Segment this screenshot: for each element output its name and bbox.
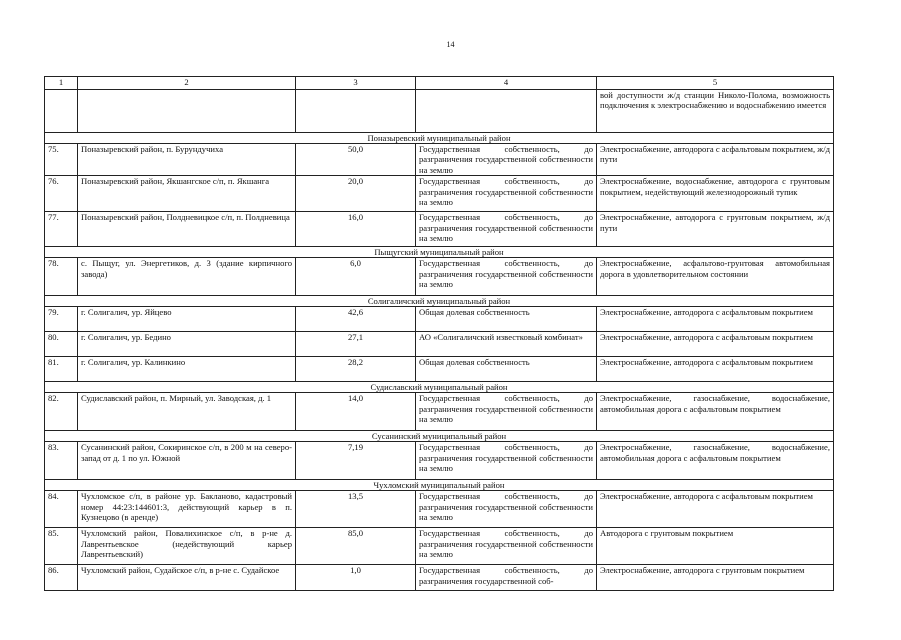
infrastructure-cell: Электроснабжение, автодорога с грунтовым покрытием, ж/д пути: [597, 212, 834, 247]
ownership-cell: Общая долевая собственность: [416, 357, 597, 382]
empty-cell: [45, 90, 78, 133]
area-cell: 27,1: [296, 332, 416, 357]
district-header-row: [45, 296, 834, 307]
area-cell: 16,0: [296, 212, 416, 247]
district-header-row: [45, 480, 834, 491]
district-header-row: [45, 247, 834, 258]
area-cell: 7,19: [296, 442, 416, 480]
table-row: [45, 144, 834, 176]
location-cell: Чухломское с/п, в районе ур. Бакланово, кадастровый номер 44:23:144601:3, действующий карьер в п. Кузнецово (в аренде): [78, 491, 296, 528]
table-row: [45, 565, 834, 591]
location-cell: Поназыревский район, п. Бурундучиха: [78, 144, 296, 176]
location-cell: Судиславский район, п. Мирный, ул. Заводская, д. 1: [78, 393, 296, 431]
area-cell: 13,5: [296, 491, 416, 528]
infrastructure-cell: Электроснабжение, асфальтово-грунтовая автомобильная дорога в удовлетворительном состоянии: [597, 258, 834, 296]
row-number: 83.: [45, 442, 78, 480]
table-row: [45, 258, 834, 296]
row-number: 82.: [45, 393, 78, 431]
infrastructure-cell: Электроснабжение, автодорога с асфальтовым покрытием: [597, 491, 834, 528]
district-header-row: [45, 382, 834, 393]
ownership-cell: Государственная собственность, до разграничения государственной собственности на землю: [416, 144, 597, 176]
table-row: [45, 212, 834, 247]
ownership-cell: Общая долевая собственность: [416, 307, 597, 332]
table-row: [45, 332, 834, 357]
location-cell: Поназыревский район, Полдневицкое с/п, п. Полдневица: [78, 212, 296, 247]
row-number: 86.: [45, 565, 78, 591]
column-number: 3: [296, 77, 416, 90]
area-cell: 6,0: [296, 258, 416, 296]
ownership-cell: Государственная собственность, до разграничения государственной собственности на землю: [416, 528, 597, 565]
row-number: 79.: [45, 307, 78, 332]
infrastructure-cell: Электроснабжение, автодорога с грунтовым покрытием: [597, 565, 834, 591]
location-cell: г. Солигалич, ур. Яйцево: [78, 307, 296, 332]
infrastructure-cell: Автодорога с грунтовым покрытием: [597, 528, 834, 565]
column-number-row: [45, 77, 834, 90]
infrastructure-cell: Электроснабжение, газоснабжение, водоснабжение, автомобильная дорога с асфальтовым покрытием: [597, 393, 834, 431]
column-number: 1: [45, 77, 78, 90]
area-cell: 14,0: [296, 393, 416, 431]
row-number: 85.: [45, 528, 78, 565]
location-cell: Чухломский район, Судайское с/п, в р-не с. Судайское: [78, 565, 296, 591]
table-row: [45, 357, 834, 382]
district-name: Сусанинский муниципальный район: [45, 431, 834, 442]
ownership-cell: Государственная собственность, до разграничения государственной собственности на землю: [416, 258, 597, 296]
ownership-cell: Государственная собственность, до разграничения государственной собственности на землю: [416, 176, 597, 212]
ownership-cell: Государственная собственность, до разграничения государственной собственности на землю: [416, 393, 597, 431]
row-number: 78.: [45, 258, 78, 296]
infrastructure-cell: Электроснабжение, автодорога с асфальтовым покрытием: [597, 357, 834, 382]
row-number: 77.: [45, 212, 78, 247]
district-name: Поназыревский муниципальный район: [45, 133, 834, 144]
column-number: 4: [416, 77, 597, 90]
table-row: [45, 307, 834, 332]
area-cell: 85,0: [296, 528, 416, 565]
location-cell: Поназыревский район, Якшангское с/п, п. Якшанга: [78, 176, 296, 212]
area-cell: 20,0: [296, 176, 416, 212]
infrastructure-cell: Электроснабжение, водоснабжение, автодорога с грунтовым покрытием, недействующий железнодорожный тупик: [597, 176, 834, 212]
location-cell: г. Солигалич, ур. Бедино: [78, 332, 296, 357]
infrastructure-cell: Электроснабжение, газоснабжение, водоснабжение, автомобильная дорога с асфальтовым покрытием: [597, 442, 834, 480]
column-number: 5: [597, 77, 834, 90]
area-cell: 28,2: [296, 357, 416, 382]
page-number: 14: [446, 40, 455, 49]
empty-cell: [78, 90, 296, 133]
table-row: [45, 528, 834, 565]
location-cell: Чухломский район, Повалихинское с/п, в р-не д. Лаврентьевское (недействующий карьер Лаврентьевский): [78, 528, 296, 565]
row-number: 80.: [45, 332, 78, 357]
district-name: Судиславский муниципальный район: [45, 382, 834, 393]
location-cell: г. Солигалич, ур. Калинкино: [78, 357, 296, 382]
empty-cell: [296, 90, 416, 133]
table-row: [45, 176, 834, 212]
land-plots-table: [44, 76, 834, 591]
ownership-cell: Государственная собственность, до разграничения государственной собственности на землю: [416, 442, 597, 480]
ownership-cell: Государственная собственность, до разграничения государственной соб-: [416, 565, 597, 591]
ownership-cell: Государственная собственность, до разграничения государственной собственности на землю: [416, 212, 597, 247]
infrastructure-cell: Электроснабжение, автодорога с асфальтовым покрытием: [597, 307, 834, 332]
ownership-cell: Государственная собственность, до разграничения государственной собственности на землю: [416, 491, 597, 528]
district-header-row: [45, 133, 834, 144]
empty-cell: [416, 90, 597, 133]
district-name: Чухломский муниципальный район: [45, 480, 834, 491]
row-number: 76.: [45, 176, 78, 212]
table-row: [45, 442, 834, 480]
area-cell: 50,0: [296, 144, 416, 176]
location-cell: с. Пыщуг, ул. Энергетиков, д. 3 (здание кирпичного завода): [78, 258, 296, 296]
column-number: 2: [78, 77, 296, 90]
district-name: Солигаличский муниципальный район: [45, 296, 834, 307]
infrastructure-cell: вой доступности ж/д станции Николо-Полома, возможность подключения к электроснабжению и водоснабжению имеется: [597, 90, 834, 133]
district-name: Пыщугский муниципальный район: [45, 247, 834, 258]
ownership-cell: АО «Солигаличский известковый комбинат»: [416, 332, 597, 357]
table-row: [45, 393, 834, 431]
row-number: 81.: [45, 357, 78, 382]
area-cell: 42,6: [296, 307, 416, 332]
row-number: 75.: [45, 144, 78, 176]
table-row: [45, 491, 834, 528]
area-cell: 1,0: [296, 565, 416, 591]
continuation-row: [45, 90, 834, 133]
district-header-row: [45, 431, 834, 442]
infrastructure-cell: Электроснабжение, автодорога с асфальтовым покрытием: [597, 332, 834, 357]
location-cell: Сусанинский район, Сокиринское с/п, в 200 м на северо-запад от д. 1 по ул. Южной: [78, 442, 296, 480]
infrastructure-cell: Электроснабжение, автодорога с асфальтовым покрытием, ж/д пути: [597, 144, 834, 176]
row-number: 84.: [45, 491, 78, 528]
